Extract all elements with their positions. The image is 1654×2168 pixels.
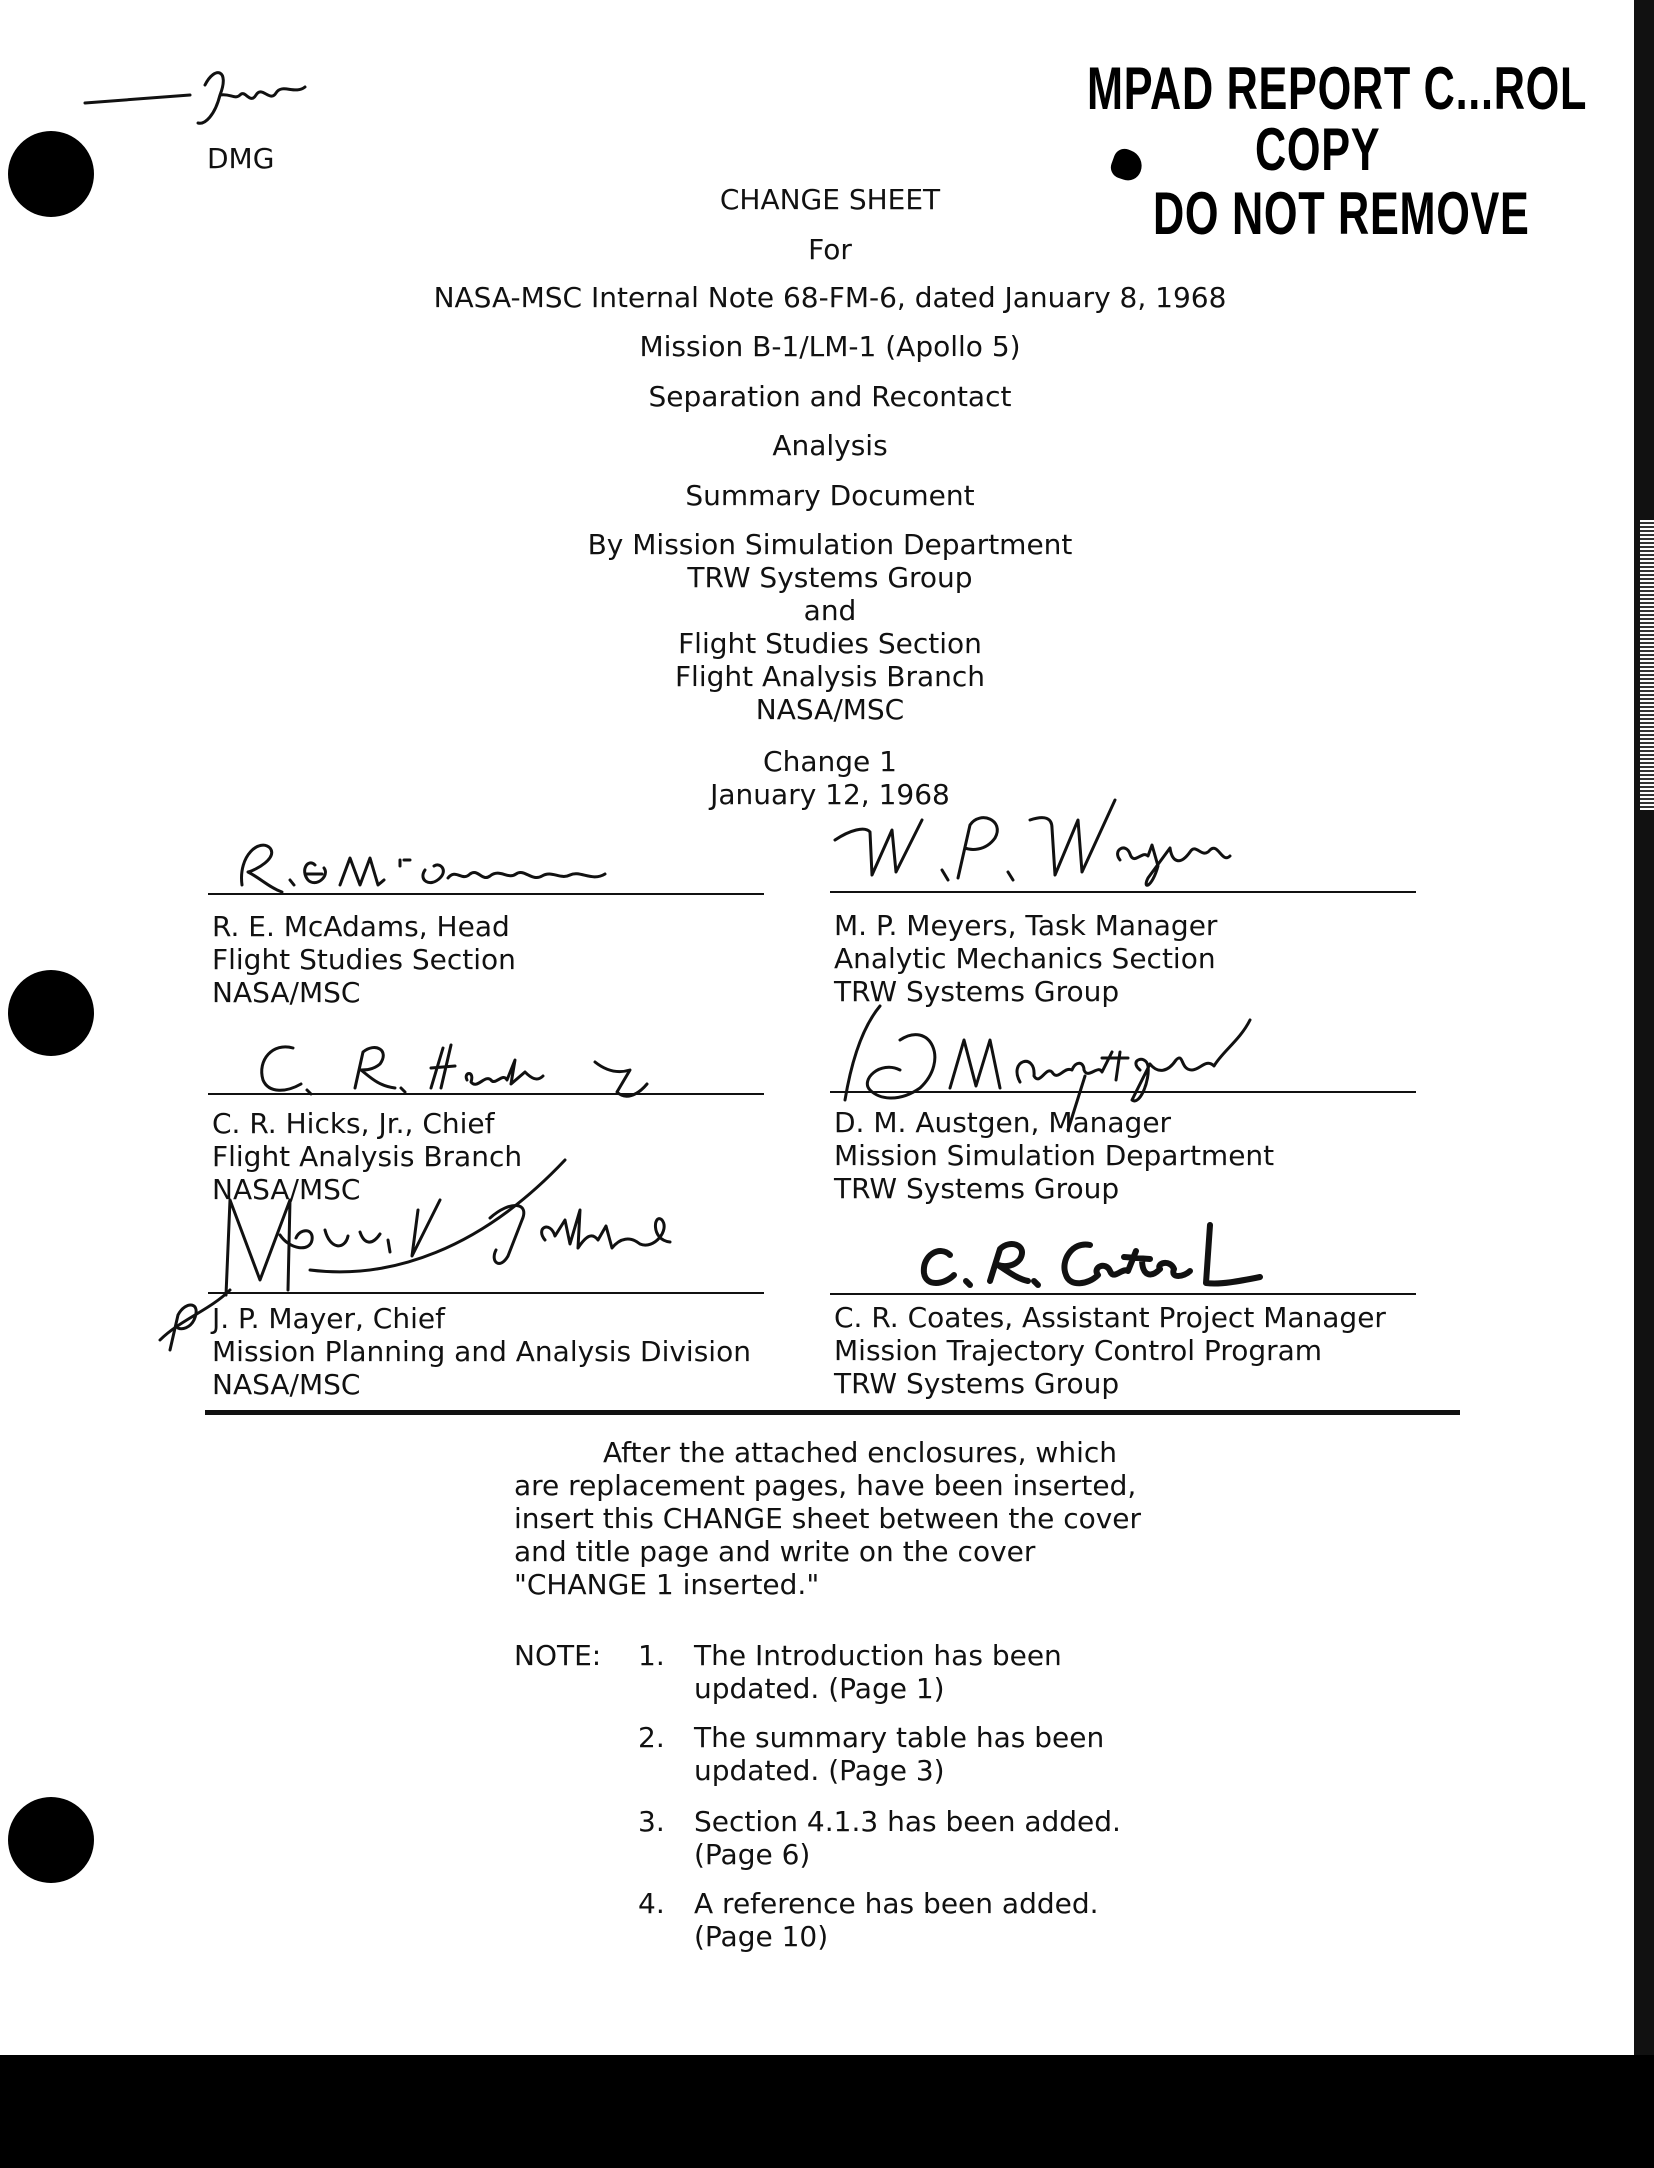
signatory-org: TRW Systems Group xyxy=(834,1367,1120,1400)
signatory-unit: Analytic Mechanics Section xyxy=(834,942,1216,975)
note-text: The summary table has been xyxy=(694,1721,1105,1754)
stamp-ink-blot xyxy=(1108,146,1146,184)
instruction-line: and title page and write on the cover xyxy=(514,1535,1036,1568)
note-text: The Introduction has been xyxy=(694,1639,1062,1672)
signatory-unit: Mission Planning and Analysis Division xyxy=(212,1335,751,1368)
signature-line-coates xyxy=(830,1293,1416,1295)
signature-line-hicks xyxy=(208,1093,764,1095)
signatory-org: NASA/MSC xyxy=(212,976,361,1009)
handwritten-initials-signature xyxy=(80,65,320,135)
hicks-signature xyxy=(245,1030,715,1110)
signatory-name-title: C. R. Hicks, Jr., Chief xyxy=(212,1107,495,1140)
note-text: (Page 10) xyxy=(694,1920,829,1953)
note-text: updated. (Page 3) xyxy=(694,1754,945,1787)
instruction-line: After the attached enclosures, which xyxy=(603,1436,1117,1469)
signature-line-mayer xyxy=(208,1292,764,1294)
signature-line-meyers xyxy=(830,891,1416,893)
punch-hole-top xyxy=(8,131,94,217)
subject-line2: Analysis xyxy=(772,429,888,462)
instruction-line: "CHANGE 1 inserted." xyxy=(514,1568,820,1601)
signatory-org: NASA/MSC xyxy=(212,1173,361,1206)
note-number: 4. xyxy=(638,1887,665,1920)
note-number: 3. xyxy=(638,1805,665,1838)
author-org-line: By Mission Simulation Department xyxy=(587,528,1073,561)
signatory-name-title: J. P. Mayer, Chief xyxy=(212,1302,445,1335)
mcadams-signature xyxy=(220,830,620,900)
signature-line-austgen xyxy=(830,1091,1416,1093)
scan-edge xyxy=(1634,0,1654,2055)
section-divider xyxy=(205,1410,1460,1415)
for-label: For xyxy=(808,233,852,266)
signatory-org: TRW Systems Group xyxy=(834,1172,1120,1205)
signatory-name-title: M. P. Meyers, Task Manager xyxy=(834,909,1218,942)
control-stamp-line1: MPAD REPORT C...ROL xyxy=(1087,55,1588,122)
instruction-line: insert this CHANGE sheet between the cover xyxy=(514,1502,1142,1535)
note-number: 2. xyxy=(638,1721,665,1754)
punch-hole-bottom xyxy=(8,1797,94,1883)
punch-hole-middle xyxy=(8,970,94,1056)
note-text: Section 4.1.3 has been added. xyxy=(694,1805,1121,1838)
change-number: Change 1 xyxy=(763,745,897,778)
initials-mark: DMG xyxy=(207,142,275,175)
internal-note-reference: NASA-MSC Internal Note 68-FM-6, dated January 8, 1968 xyxy=(433,281,1227,314)
note-text: A reference has been added. xyxy=(694,1887,1099,1920)
control-stamp-line3: DO NOT REMOVE xyxy=(1153,180,1530,247)
note-number: 1. xyxy=(638,1639,665,1672)
signatory-org: NASA/MSC xyxy=(212,1368,361,1401)
mission-name: Mission B-1/LM-1 (Apollo 5) xyxy=(639,330,1021,363)
author-org-line: Flight Studies Section xyxy=(678,627,982,660)
document-type: Summary Document xyxy=(685,479,975,512)
signatory-unit: Flight Studies Section xyxy=(212,943,516,976)
signatory-name-title: R. E. McAdams, Head xyxy=(212,910,510,943)
change-date: January 12, 1968 xyxy=(710,778,950,811)
signatory-org: TRW Systems Group xyxy=(834,975,1120,1008)
meyers-signature xyxy=(830,790,1270,890)
coates-signature xyxy=(910,1215,1350,1295)
signatory-name-title: D. M. Austgen, Manager xyxy=(834,1106,1172,1139)
control-stamp-line2: COPY xyxy=(1255,116,1381,183)
signatory-unit: Mission Simulation Department xyxy=(834,1139,1275,1172)
signatory-unit: Flight Analysis Branch xyxy=(212,1140,523,1173)
scan-edge-stripes xyxy=(1640,520,1654,810)
signatory-name-title: C. R. Coates, Assistant Project Manager xyxy=(834,1301,1386,1334)
author-org-line: and xyxy=(803,594,857,627)
signature-line-mcadams xyxy=(208,893,764,895)
sheet-title: CHANGE SHEET xyxy=(719,183,941,216)
instruction-line: are replacement pages, have been inserted, xyxy=(514,1469,1137,1502)
author-org-line: Flight Analysis Branch xyxy=(674,660,986,693)
subject-line1: Separation and Recontact xyxy=(648,380,1012,413)
note-text: updated. (Page 1) xyxy=(694,1672,945,1705)
note-label: NOTE: xyxy=(514,1639,602,1672)
note-text: (Page 6) xyxy=(694,1838,811,1871)
scan-bottom-border xyxy=(0,2055,1654,2168)
author-org-line: TRW Systems Group xyxy=(687,561,973,594)
austgen-signature xyxy=(840,1000,1280,1110)
signatory-unit: Mission Trajectory Control Program xyxy=(834,1334,1323,1367)
author-org-line: NASA/MSC xyxy=(755,693,905,726)
